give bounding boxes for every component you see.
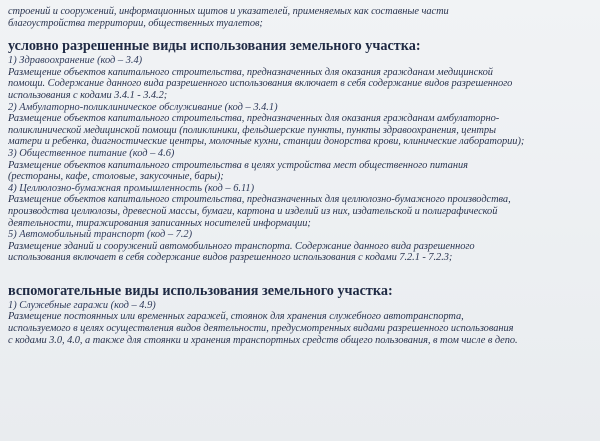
auxiliary-item-1 bbox=[8, 300, 590, 346]
text-line: Размещение зданий и сооружений автомобильного транспорта. Содержание данного вида разрешенного bbox=[8, 240, 475, 252]
item-title: 5) Автомобильный транспорт (код – 7.2) bbox=[8, 229, 193, 241]
text-line: использования с кодами 3.4.1 - 3.4.2; bbox=[8, 89, 168, 101]
text-line: производства целлюлозы, древесной массы, бумаги, картона и изделий из них, издательской и полиграфической bbox=[8, 205, 498, 217]
intro-paragraph bbox=[8, 6, 590, 29]
item-title: 1) Здравоохранение (код – 3.4) bbox=[8, 55, 143, 67]
text-line: Размещение объектов капитального строительства, предназначенных для целлюлозно-бумажного производства, bbox=[8, 194, 511, 206]
item-title: 3) Общественное питание (код – 4.6) bbox=[8, 147, 175, 159]
text-line: Размещение объектов капитального строительства, предназначенных для оказания гражданам амбулаторно- bbox=[8, 113, 500, 125]
conditional-item-5 bbox=[8, 229, 590, 264]
text-line: поликлинической медицинской помощи (поликлиники, фельдшерские пункты, пункты здравоохранения, центры bbox=[8, 124, 496, 136]
text-line: Размещение объектов капитального строительства в целях устройства мест общественного питания bbox=[8, 159, 468, 171]
text-line: используемого в целях осуществления видов деятельности, предусмотренных видами разрешенного использования bbox=[8, 323, 514, 335]
text-line: помощи. Содержание данного вида разрешенного использования включает в себя содержание видов разрешенного bbox=[8, 78, 513, 90]
text-line: с кодами 3.0, 4.0, а также для стоянки и хранения транспортных средств общего пользования, в том числе в депо. bbox=[8, 334, 518, 346]
text-line: матери и ребенка, диагностические центры, молочные кухни, станции донорства крови, клинические лаборатории); bbox=[8, 136, 525, 148]
conditional-item-2 bbox=[8, 102, 590, 148]
text-line: благоустройства территории, общественных туалетов; bbox=[8, 17, 263, 29]
text-line: (рестораны, кафе, столовые, закусочные, бары); bbox=[8, 171, 224, 183]
conditional-item-3 bbox=[8, 148, 590, 183]
auxiliary-uses-heading: вспомогательные виды использования земельного участка: bbox=[8, 282, 393, 299]
item-title: 2) Амбулаторно-поликлиническое обслуживание (код – 3.4.1) bbox=[8, 101, 278, 113]
item-title: 4) Целлюлозно-бумажная промышленность (код – 6.11) bbox=[8, 182, 255, 194]
section-gap bbox=[8, 264, 590, 274]
text-line: деятельности, тиражирования записанных носителей информации; bbox=[8, 217, 311, 229]
text-line: Размещение объектов капитального строительства, предназначенных для оказания гражданам медицинской bbox=[8, 66, 493, 78]
conditional-item-4 bbox=[8, 183, 590, 229]
text-line: строений и сооружений, информационных щитов и указателей, применяемых как составные части bbox=[8, 6, 449, 17]
conditional-uses-heading: условно разрешенные виды использования земельного участка: bbox=[8, 38, 421, 55]
text-line: использования включает в себя содержание видов разрешенного использования с кодами 7.2.1 - 7.2.3; bbox=[8, 252, 453, 264]
conditional-item-1 bbox=[8, 55, 590, 101]
item-title: 1) Служебные гаражи (код – 4.9) bbox=[8, 299, 156, 311]
text-line: Размещение постоянных или временных гаражей, стоянок для хранения служебного автотранспорта, bbox=[8, 311, 464, 323]
